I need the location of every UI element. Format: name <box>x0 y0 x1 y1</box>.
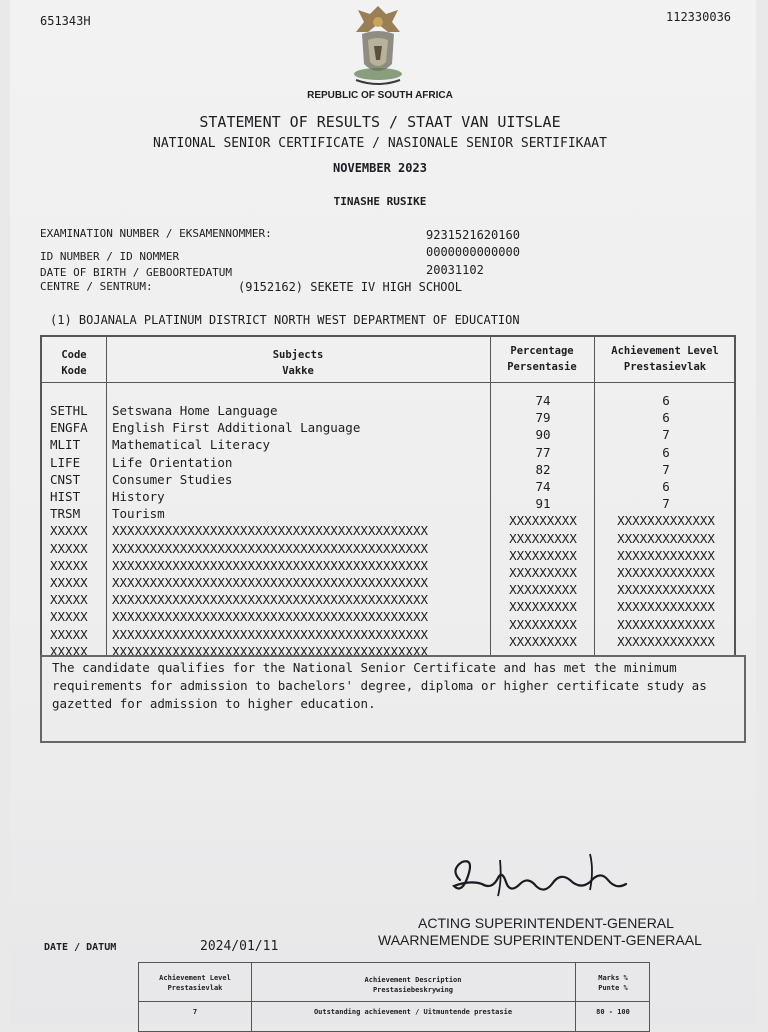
result-row-level: 7 <box>662 496 670 512</box>
result-row-level: 6 <box>662 410 670 426</box>
result-row-subject: English First Additional Language <box>112 420 361 436</box>
result-row-code: MLIT <box>50 437 81 453</box>
id-number-label: ID NUMBER / ID NOMMER <box>40 250 180 263</box>
centre-value: (9152162) SEKETE IV HIGH SCHOOL <box>238 280 462 294</box>
result-row-level: 6 <box>662 444 670 460</box>
results-table <box>40 335 736 657</box>
result-row-code: XXXXX <box>50 540 88 556</box>
dob-label: DATE OF BIRTH / GEBOORTEDATUM <box>40 266 233 279</box>
key-row-description: Outstanding achievement / Uitmuntende prestasie <box>313 1008 513 1016</box>
date-value: 2024/01/11 <box>200 939 279 954</box>
centre-label: CENTRE / SENTRUM: <box>40 280 153 293</box>
result-row-level: 6 <box>662 479 670 495</box>
result-row-code: XXXXX <box>50 523 88 539</box>
exam-number-value: 9231521620160 <box>426 228 520 242</box>
key-row-level: 7 <box>192 1008 198 1016</box>
header-achievement-level: Achievement Level Prestasievlak <box>611 345 719 373</box>
result-row-level: XXXXXXXXXXXXX <box>617 513 715 529</box>
result-row-code: ENGFA <box>50 420 88 436</box>
certificate-page <box>10 0 756 1024</box>
result-row-percentage: 82 <box>535 461 551 477</box>
result-row-level: XXXXXXXXXXXXX <box>617 616 715 632</box>
result-row-percentage: 77 <box>535 444 551 460</box>
result-row-percentage: XXXXXXXXX <box>509 530 577 546</box>
dob-value: 20031102 <box>426 263 484 277</box>
key-header-marks: Marks % Punte % <box>598 974 628 992</box>
serial-number-right: 112330036 <box>666 10 732 24</box>
key-header-level: Achievement Level Prestasievlak <box>159 974 231 992</box>
coat-of-arms-icon <box>346 2 410 88</box>
document-title: STATEMENT OF RESULTS / STAAT VAN UITSLAE <box>199 113 561 131</box>
qualification-statement: The candidate qualifies for the National Senior Certificate and has met the minimum requirements for admission to bachelors' degree, diploma or higher certificate study as gazetted for admission to higher education. <box>40 655 746 743</box>
result-row-percentage: 90 <box>535 427 551 443</box>
result-row-code: XXXXX <box>50 592 88 608</box>
result-row-subject: XXXXXXXXXXXXXXXXXXXXXXXXXXXXXXXXXXXXXXXXXX <box>112 626 429 642</box>
result-row-level: XXXXXXXXXXXXX <box>617 565 715 581</box>
result-row-percentage: XXXXXXXXX <box>509 565 577 581</box>
result-row-percentage: 79 <box>535 410 551 426</box>
result-row-percentage: 74 <box>535 393 551 408</box>
signature-icon <box>440 850 640 910</box>
result-row-level: XXXXXXXXXXXXX <box>617 599 715 615</box>
result-row-level: XXXXXXXXXXXXX <box>617 633 715 649</box>
result-row-subject: Mathematical Literacy <box>112 437 271 453</box>
serial-number-left: 651343H <box>40 14 91 28</box>
result-row-level: XXXXXXXXXXXXX <box>617 530 715 546</box>
result-row-subject: XXXXXXXXXXXXXXXXXXXXXXXXXXXXXXXXXXXXXXXXXX <box>112 540 429 556</box>
exam-session: NOVEMBER 2023 <box>333 161 427 175</box>
result-row-level: 6 <box>662 393 670 408</box>
result-row-level: XXXXXXXXXXXXX <box>617 582 715 598</box>
result-row-level: 7 <box>662 427 670 443</box>
level-column <box>596 392 736 650</box>
result-row-percentage: 74 <box>535 479 551 495</box>
result-row-code: XXXXX <box>50 643 88 659</box>
result-row-level: XXXXXXXXXXXXX <box>617 547 715 563</box>
id-number-value: 0000000000000 <box>426 245 520 259</box>
result-row-subject: XXXXXXXXXXXXXXXXXXXXXXXXXXXXXXXXXXXXXXXXXX <box>112 575 429 591</box>
result-row-subject: Life Orientation <box>112 454 233 470</box>
result-row-percentage: XXXXXXXXX <box>509 599 577 615</box>
result-row-code: XXXXX <box>50 609 88 625</box>
result-row-subject: XXXXXXXXXXXXXXXXXXXXXXXXXXXXXXXXXXXXXXXXXX <box>112 557 429 573</box>
result-row-code: CNST <box>50 471 81 487</box>
result-row-code: XXXXX <box>50 575 88 591</box>
result-row-subject: Tourism <box>112 506 165 522</box>
header-code: Code Kode <box>61 349 87 377</box>
result-row-level: 7 <box>662 461 670 477</box>
result-row-percentage: XXXXXXXXX <box>509 513 577 529</box>
percentage-column <box>492 392 594 650</box>
result-row-subject: Consumer Studies <box>112 471 233 487</box>
result-row-code: HIST <box>50 489 81 505</box>
result-row-code: LIFE <box>50 454 81 470</box>
result-row-percentage: XXXXXXXXX <box>509 633 577 649</box>
result-row-code: SETHL <box>50 403 88 418</box>
result-row-subject: XXXXXXXXXXXXXXXXXXXXXXXXXXXXXXXXXXXXXXXXXX <box>112 643 429 659</box>
result-row-percentage: XXXXXXXXX <box>509 582 577 598</box>
result-row-subject: XXXXXXXXXXXXXXXXXXXXXXXXXXXXXXXXXXXXXXXXXX <box>112 592 429 608</box>
candidate-name: TINASHE RUSIKE <box>333 195 427 208</box>
result-row-percentage: 91 <box>535 496 551 512</box>
code-column <box>50 402 108 660</box>
result-row-subject: Setswana Home Language <box>112 403 278 418</box>
signatory-title-afrikaans: WAARNEMENDE SUPERINTENDENT-GENERAAL <box>378 932 702 948</box>
key-row-marks: 80 - 100 <box>596 1008 630 1016</box>
header-percentage: Percentage Persentasie <box>507 345 577 373</box>
result-row-code: XXXXX <box>50 626 88 642</box>
result-row-percentage: XXXXXXXXX <box>509 547 577 563</box>
date-label: DATE / DATUM <box>44 942 117 953</box>
subject-column <box>112 402 498 660</box>
exam-number-label: EXAMINATION NUMBER / EKSAMENNOMMER: <box>40 227 272 240</box>
result-row-subject: XXXXXXXXXXXXXXXXXXXXXXXXXXXXXXXXXXXXXXXXXX <box>112 523 429 539</box>
document-subtitle: NATIONAL SENIOR CERTIFICATE / NASIONALE SENIOR SERTIFIKAAT <box>153 136 607 151</box>
district-line: (1) BOJANALA PLATINUM DISTRICT NORTH WEST DEPARTMENT OF EDUCATION <box>50 313 520 327</box>
result-row-percentage: XXXXXXXXX <box>509 616 577 632</box>
result-row-code: TRSM <box>50 506 81 522</box>
key-header-description: Achievement Description Prestasiebeskrywing <box>364 976 462 994</box>
achievement-key-table <box>138 962 650 1032</box>
result-row-code: XXXXX <box>50 557 88 573</box>
header-subjects: Subjects Vakke <box>272 349 324 377</box>
result-row-subject: History <box>112 489 165 505</box>
result-row-subject: XXXXXXXXXXXXXXXXXXXXXXXXXXXXXXXXXXXXXXXXXX <box>112 609 429 625</box>
signatory-title-english: ACTING SUPERINTENDENT-GENERAL <box>418 915 674 931</box>
country-name: REPUBLIC OF SOUTH AFRICA <box>307 90 453 101</box>
